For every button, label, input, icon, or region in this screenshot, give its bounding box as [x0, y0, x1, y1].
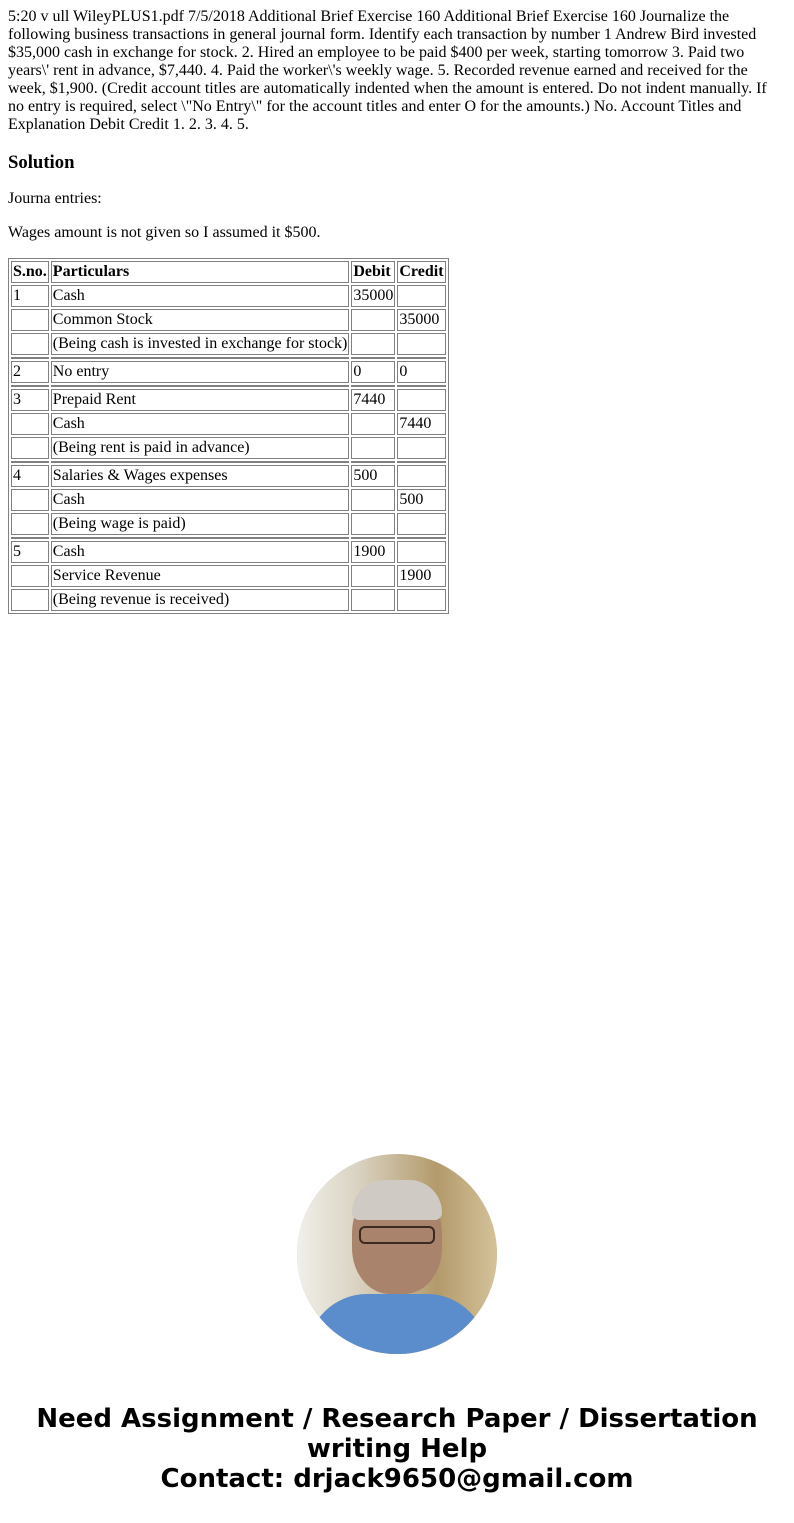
cell-debit [351, 333, 395, 355]
group-separator [11, 461, 446, 463]
cell-debit [351, 565, 395, 587]
header-particulars: Particulars [51, 261, 350, 283]
cell-particulars: (Being revenue is received) [51, 589, 350, 611]
cell-sno [11, 589, 49, 611]
table-row [11, 389, 446, 411]
cell-sno [11, 489, 49, 511]
cell-debit: 1900 [351, 541, 395, 563]
cell-sno: 4 [11, 465, 49, 487]
cell-debit: 35000 [351, 285, 395, 307]
table-row [11, 333, 446, 355]
cell-credit: 1900 [397, 565, 445, 587]
header-sno: S.no. [11, 261, 49, 283]
cell-sno [11, 565, 49, 587]
table-row [11, 285, 446, 307]
cell-debit [351, 413, 395, 435]
cell-particulars: (Being wage is paid) [51, 513, 350, 535]
promo-line-2: writing Help [306, 1434, 488, 1464]
promo-line-1: Need Assignment / Research Paper / Dissertation [36, 1404, 758, 1434]
cell-particulars: (Being cash is invested in exchange for stock) [51, 333, 350, 355]
cell-sno [11, 513, 49, 535]
table-row [11, 489, 446, 511]
cell-credit: 0 [397, 361, 445, 383]
promo-line-3: Contact: drjack9650@gmail.com [160, 1464, 634, 1494]
cell-debit: 0 [351, 361, 395, 383]
promo-section [0, 1154, 794, 1494]
cell-debit [351, 513, 395, 535]
cell-credit [397, 437, 445, 459]
cell-sno: 5 [11, 541, 49, 563]
cell-debit [351, 489, 395, 511]
table-row [11, 589, 446, 611]
note-line: Wages amount is not given so I assumed it $500. [8, 224, 321, 241]
cell-credit [397, 333, 445, 355]
table-row [11, 513, 446, 535]
cell-credit: 500 [397, 489, 445, 511]
cell-sno: 2 [11, 361, 49, 383]
intro-line: Journa entries: [8, 190, 102, 207]
cell-credit [397, 389, 445, 411]
table-row [11, 361, 446, 383]
cell-credit: 35000 [397, 309, 445, 331]
promo-text [0, 1404, 794, 1494]
cell-particulars: Cash [51, 541, 350, 563]
solution-heading: Solution [8, 152, 75, 173]
cell-credit [397, 513, 445, 535]
cell-debit [351, 309, 395, 331]
cell-debit [351, 437, 395, 459]
table-row [11, 413, 446, 435]
header-credit: Credit [397, 261, 445, 283]
cell-credit [397, 465, 445, 487]
cell-debit: 500 [351, 465, 395, 487]
cell-credit [397, 285, 445, 307]
avatar [297, 1154, 497, 1354]
cell-particulars: Prepaid Rent [51, 389, 350, 411]
group-separator [11, 357, 446, 359]
table-row [11, 437, 446, 459]
cell-particulars: Common Stock [51, 309, 350, 331]
group-separator [11, 385, 446, 387]
group-separator [11, 537, 446, 539]
table-row [11, 541, 446, 563]
header-debit: Debit [351, 261, 395, 283]
page-content [8, 8, 778, 614]
cell-particulars: Salaries & Wages expenses [51, 465, 350, 487]
cell-particulars: Cash [51, 285, 350, 307]
cell-particulars: Cash [51, 413, 350, 435]
cell-particulars: (Being rent is paid in advance) [51, 437, 350, 459]
table-row [11, 465, 446, 487]
table-header-row [11, 261, 446, 283]
journal-body [11, 285, 446, 611]
cell-particulars: No entry [51, 361, 350, 383]
question-text: 5:20 v ull WileyPLUS1.pdf 7/5/2018 Additional Brief Exercise 160 Additional Brief Exercise 160 Journalize the following business transactions in general journal form. Identify each transaction by number 1 Andrew Bird invested $35,000 cash in exchange for stock. 2. Hired an employee to be paid $400 per week, starting tomorrow 3. Paid two years\' rent in advance, $7,440. 4. Paid the worker\'s weekly wage. 5. Recorded revenue earned and received for the week, $1,900. (Credit account titles are automatically indented when the amount is entered. Do not indent manually. If no entry is required, select \"No Entry\" for the account titles and enter O for the amounts.) No. Account Titles and Explanation Debit Credit 1. 2. 3. 4. 5. [8, 8, 767, 133]
cell-sno [11, 437, 49, 459]
cell-debit: 7440 [351, 389, 395, 411]
journal-table [8, 258, 449, 614]
cell-sno: 1 [11, 285, 49, 307]
cell-particulars: Cash [51, 489, 350, 511]
cell-particulars: Service Revenue [51, 565, 350, 587]
cell-debit [351, 589, 395, 611]
cell-sno [11, 413, 49, 435]
table-row [11, 309, 446, 331]
cell-sno [11, 309, 49, 331]
cell-sno: 3 [11, 389, 49, 411]
cell-credit: 7440 [397, 413, 445, 435]
table-row [11, 565, 446, 587]
cell-sno [11, 333, 49, 355]
cell-credit [397, 541, 445, 563]
cell-credit [397, 589, 445, 611]
